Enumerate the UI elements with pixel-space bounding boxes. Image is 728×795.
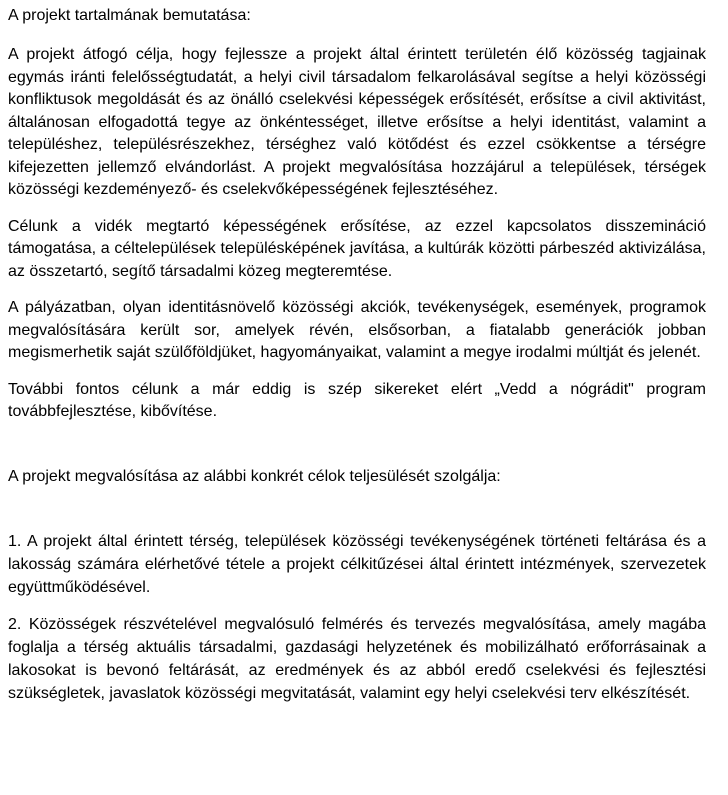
list-intro: A projekt megvalósítása az alábbi konkrét célok teljesülését szolgálja: bbox=[8, 467, 501, 485]
paragraph-rural-goal: Célunk a vidék megtartó képességének erősítése, az ezzel kapcsolatos disszemináció támogatása, a céltelepülések településképének javítása, a kultúrák közötti párbeszéd aktivizálása, az összetartó, segítő társadalmi közeg megteremtése. bbox=[8, 217, 706, 280]
list-item: 1. A projekt által érintett térség, települések közösségi tevékenységének történeti feltárása és a lakosság számára elérhetővé tétele a projekt célkitűzései által érintett intézmények, szervezetek együttműködésével. bbox=[8, 533, 706, 596]
paragraph-overall-goal: A projekt átfogó célja, hogy fejlessze a projekt által érintett területén élő közösség tagjainak egymás iránti felelősségtudatát, a helyi civil társadalom felkarolásával segítse a helyi közösségi konfliktusok megoldását és az önálló cselekvési képességek erősítését, erősítse a civil aktivitást, általánosan elfogadottá tegye az önkéntességet, illetve erősítse a helyi identitást, valamint a településhez, településrészekhez, térséghez való kötődést és ezzel csökkentse a térségre kifejezetten jellemző elvándorlást. A projekt megvalósítása hozzájárul a települések, térségek közösségi kezdeményező- és cselekvőképességének fejlesztéséhez. bbox=[8, 46, 706, 198]
section-heading: A projekt tartalmának bemutatása: bbox=[8, 7, 251, 24]
list-item: 2. Közösségek részvételével megvalósuló felmérés és tervezés megvalósítása, amely magába foglalja a térség aktuális társadalmi, gazdasági helyzetének és mobilizálható erőforrásainak a lakosokat is bevonó feltárását, az eredmények és az abból eredő cselekvési és fejlesztési szükségletek, javaslatok közösségi megvitatását, valamint egy helyi cselekvési terv elkészítését. bbox=[8, 616, 706, 702]
paragraph-identity-programs: A pályázatban, olyan identitásnövelő közösségi akciók, tevékenységek, események, programok megvalósítására került sor, amelyek révén, elsősorban, a fiatalabb generációk jobban megismerhetik saját szülőföldjüket, hagyományaikat, valamint a megye irodalmi múltját és jelenét. bbox=[8, 299, 706, 361]
paragraph-further-goal: További fontos célunk a már eddig is szép sikereket elért „Vedd a nógrádit" program továbbfejlesztése, kibővítése. bbox=[8, 380, 706, 420]
